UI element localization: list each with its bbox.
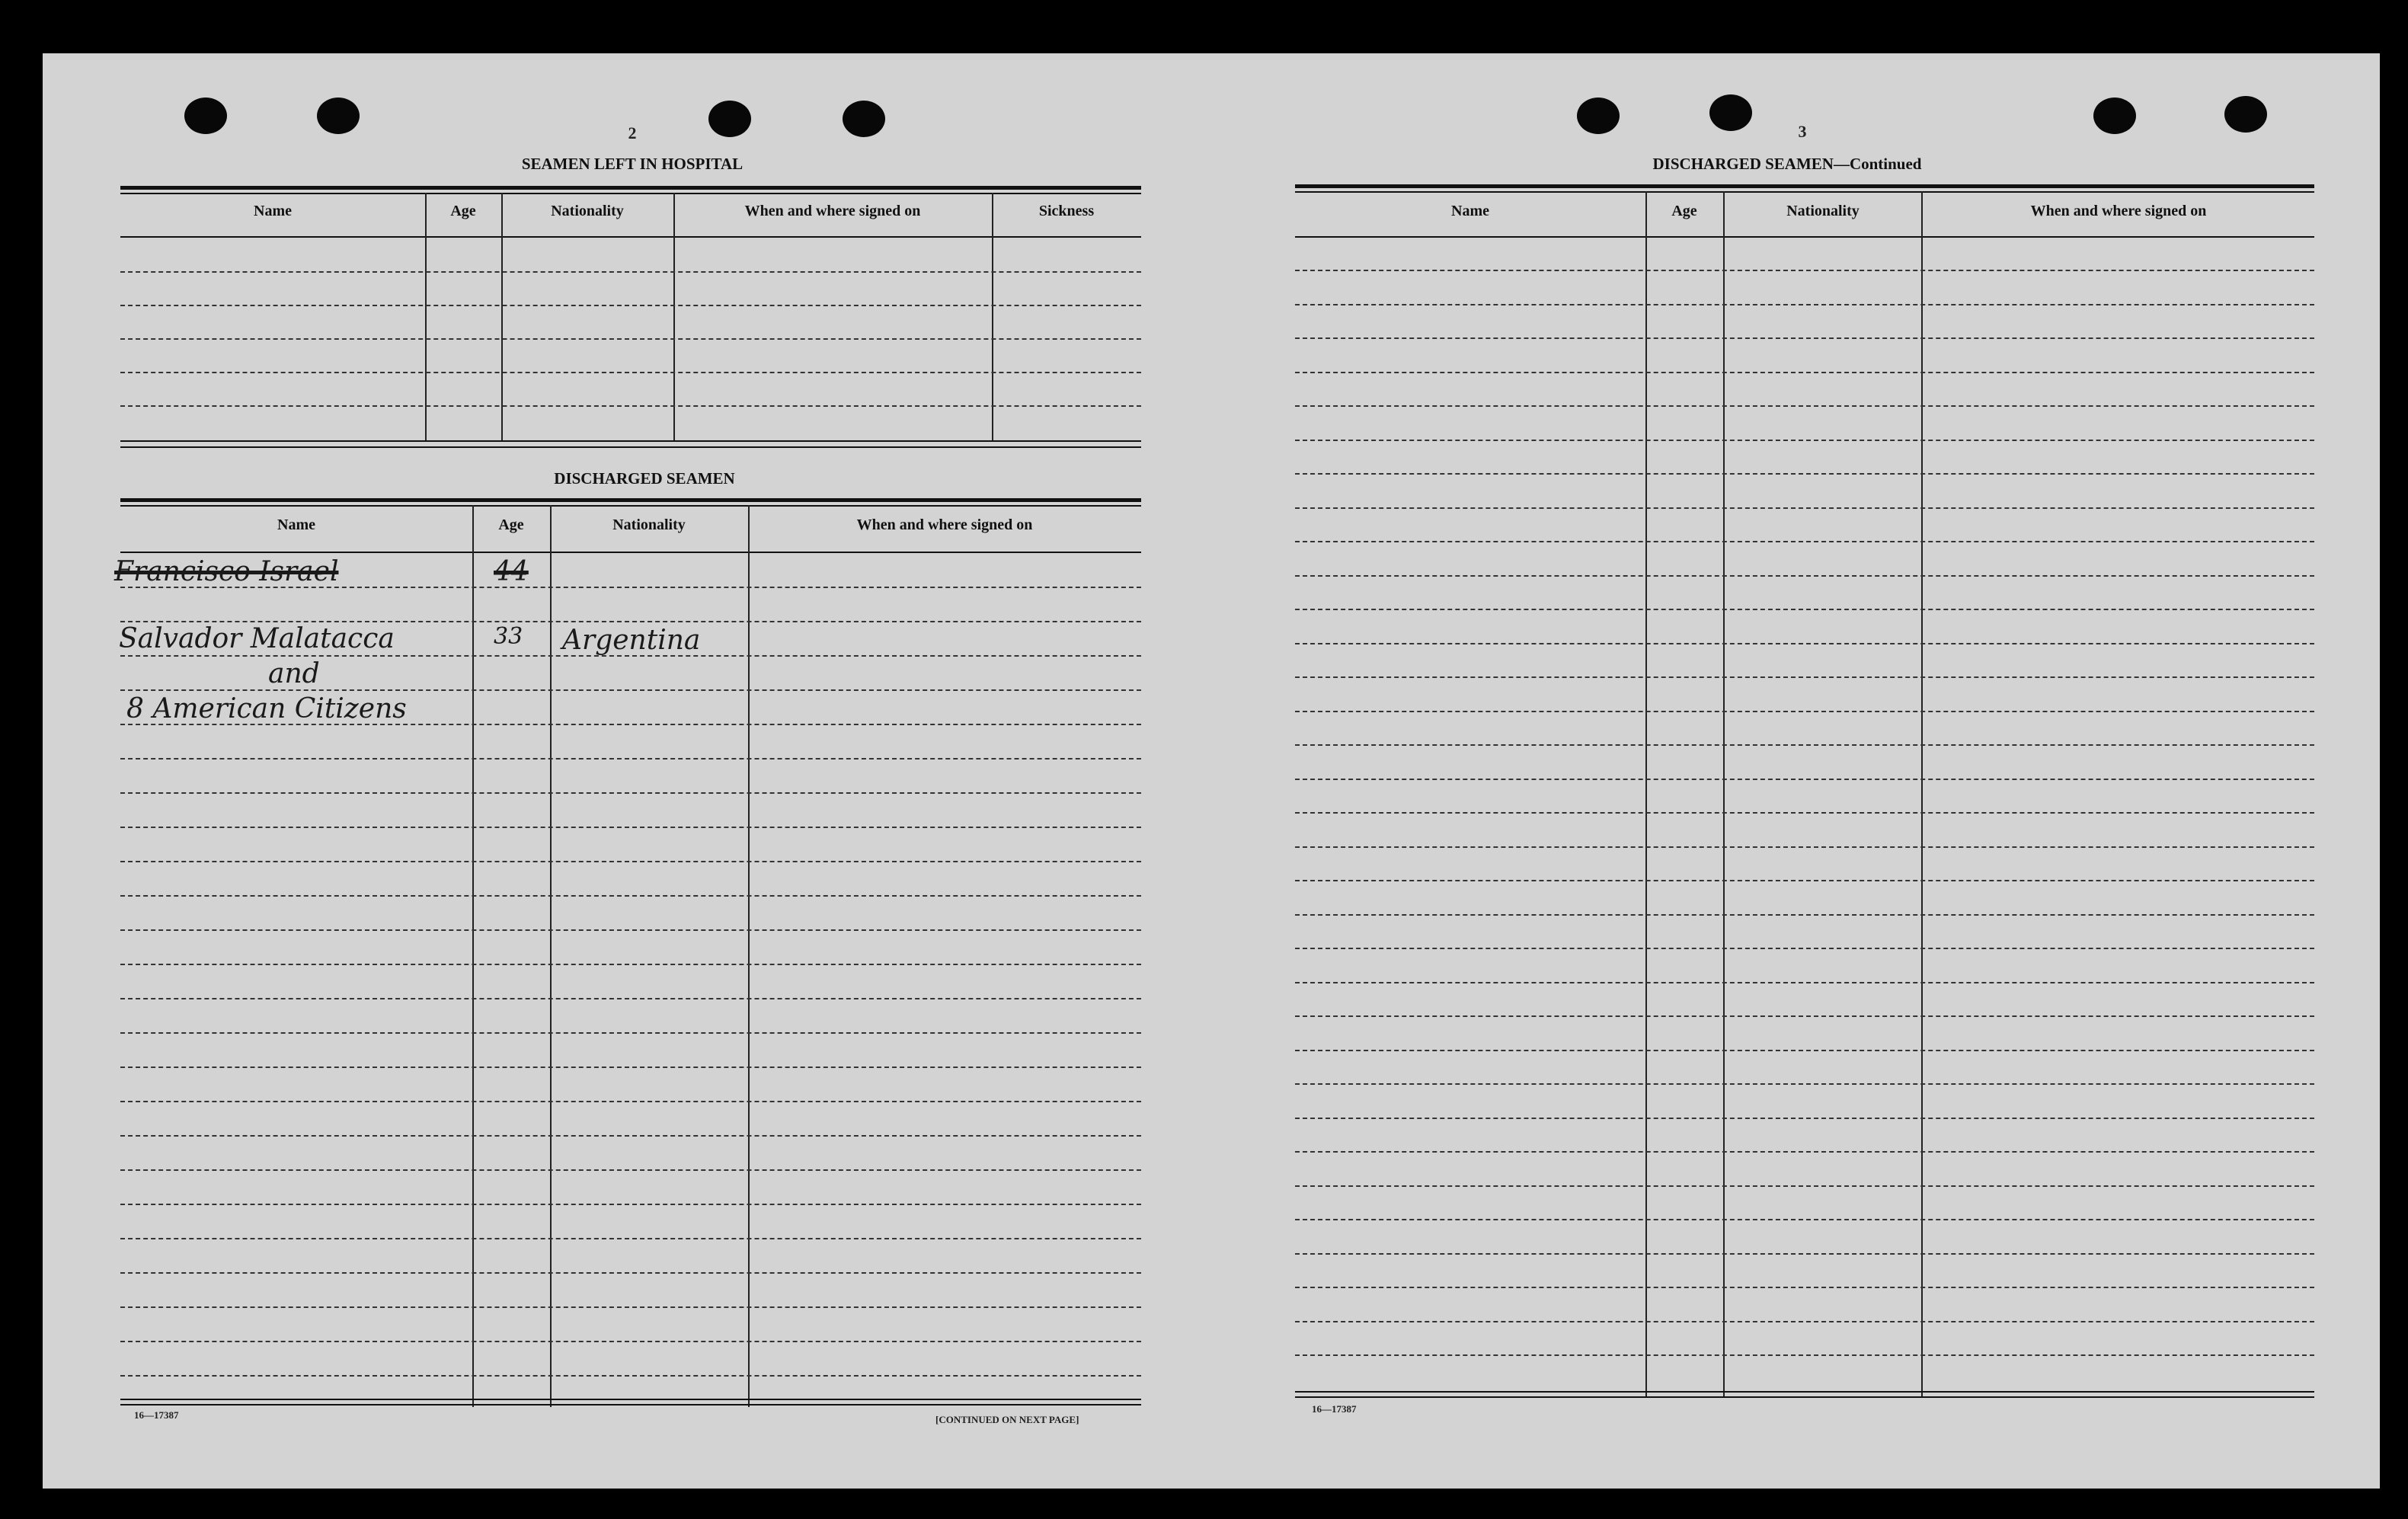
ruled-line	[1295, 1083, 2314, 1085]
ruled-line	[1295, 1185, 2314, 1187]
discharged-continued-title: DISCHARGED SEAMEN—Continued	[1652, 155, 1922, 173]
ruled-line	[1295, 948, 2314, 949]
punch-hole	[2093, 98, 2136, 134]
ruled-line	[120, 861, 1141, 862]
ruled-line	[1295, 1151, 2314, 1153]
ruled-line	[1295, 744, 2314, 746]
ruled-line	[120, 792, 1141, 794]
ruled-line	[120, 758, 1141, 760]
ruled-line	[1295, 541, 2314, 542]
ruled-line	[1295, 914, 2314, 916]
ruled-line	[1295, 711, 2314, 712]
ruled-line	[1295, 575, 2314, 577]
col-header-name: Name	[277, 516, 315, 533]
page-number-left: 2	[628, 123, 637, 142]
ruled-line	[1295, 1321, 2314, 1322]
ruled-line	[1295, 643, 2314, 644]
col-header-nationality: Nationality	[612, 516, 686, 533]
punch-hole	[708, 101, 751, 137]
col-header-signed-on: When and where signed on	[2030, 203, 2207, 219]
ruled-line	[1295, 270, 2314, 271]
ruled-line	[1295, 1015, 2314, 1017]
hospital-table	[120, 186, 1141, 449]
ruled-line	[120, 827, 1141, 828]
ruled-line	[120, 1066, 1141, 1068]
ruled-line	[120, 621, 1141, 622]
col-header-nationality: Nationality	[1786, 203, 1860, 219]
col-header-sickness: Sickness	[1038, 203, 1095, 219]
ruled-line	[120, 998, 1141, 999]
ruled-line	[1295, 440, 2314, 441]
ruled-line	[120, 689, 1141, 691]
entry-age: 33	[494, 623, 523, 650]
discharged-section-title: DISCHARGED SEAMEN	[554, 469, 735, 488]
ruled-line	[1295, 846, 2314, 848]
col-header-signed-on: When and where signed on	[744, 203, 921, 219]
form-number-right: 16—17387	[1312, 1403, 1357, 1415]
ruled-line	[1295, 880, 2314, 881]
ruled-line	[1295, 304, 2314, 305]
ruled-line	[120, 1238, 1141, 1239]
entry-conjunction: and	[268, 658, 320, 689]
ruled-line	[120, 895, 1141, 897]
col-header-age: Age	[498, 516, 524, 533]
punch-hole	[184, 98, 227, 134]
ruled-line	[120, 1101, 1141, 1102]
entry-name: Salvador Malatacca	[119, 623, 395, 654]
ruled-line	[1295, 1253, 2314, 1255]
entry-name-struck: Francisco Israel	[114, 556, 339, 587]
ruled-line	[1295, 1287, 2314, 1288]
ruled-line	[1295, 982, 2314, 983]
col-header-signed-on: When and where signed on	[856, 516, 1033, 533]
entry-name: 8 American Citizens	[126, 693, 407, 724]
ruled-line	[120, 1032, 1141, 1034]
discharged-table-right	[1295, 184, 2314, 1399]
ruled-line	[120, 929, 1141, 931]
hospital-section-title: SEAMEN LEFT IN HOSPITAL	[521, 155, 744, 173]
col-header-age: Age	[450, 203, 476, 219]
ruled-line	[120, 1272, 1141, 1274]
ruled-line	[120, 1204, 1141, 1205]
ruled-line	[1295, 372, 2314, 373]
ruled-line	[1295, 1219, 2314, 1220]
punch-hole	[843, 101, 885, 137]
ruled-line	[1295, 405, 2314, 407]
ruled-line	[120, 1306, 1141, 1308]
ruled-line	[1295, 507, 2314, 509]
ruled-line	[1295, 473, 2314, 475]
punch-hole	[1577, 98, 1620, 134]
ruled-line	[120, 1375, 1141, 1377]
form-number-left: 16—17387	[134, 1409, 179, 1421]
ruled-line	[1295, 1050, 2314, 1051]
col-header-age: Age	[1671, 203, 1697, 219]
ruled-line	[1295, 812, 2314, 814]
entry-age-struck: 44	[494, 556, 529, 587]
ruled-line	[120, 964, 1141, 965]
col-header-nationality: Nationality	[551, 203, 624, 219]
ruled-line	[1295, 337, 2314, 339]
ruled-line	[120, 1135, 1141, 1137]
ruled-line	[1295, 676, 2314, 678]
ruled-line	[1295, 1354, 2314, 1356]
col-header-name: Name	[1451, 203, 1489, 219]
ruled-line	[1295, 779, 2314, 780]
page-number-right: 3	[1798, 122, 1807, 141]
punch-hole	[317, 98, 360, 134]
punch-hole	[1709, 94, 1752, 131]
entry-nationality: Argentina	[562, 625, 701, 656]
ruled-line	[120, 1169, 1141, 1171]
ruled-line	[120, 1341, 1141, 1342]
punch-hole	[2224, 96, 2267, 133]
col-header-name: Name	[254, 203, 292, 219]
ruled-line	[1295, 609, 2314, 610]
continued-note: [CONTINUED ON NEXT PAGE]	[935, 1414, 1079, 1425]
ruled-line	[1295, 1118, 2314, 1119]
